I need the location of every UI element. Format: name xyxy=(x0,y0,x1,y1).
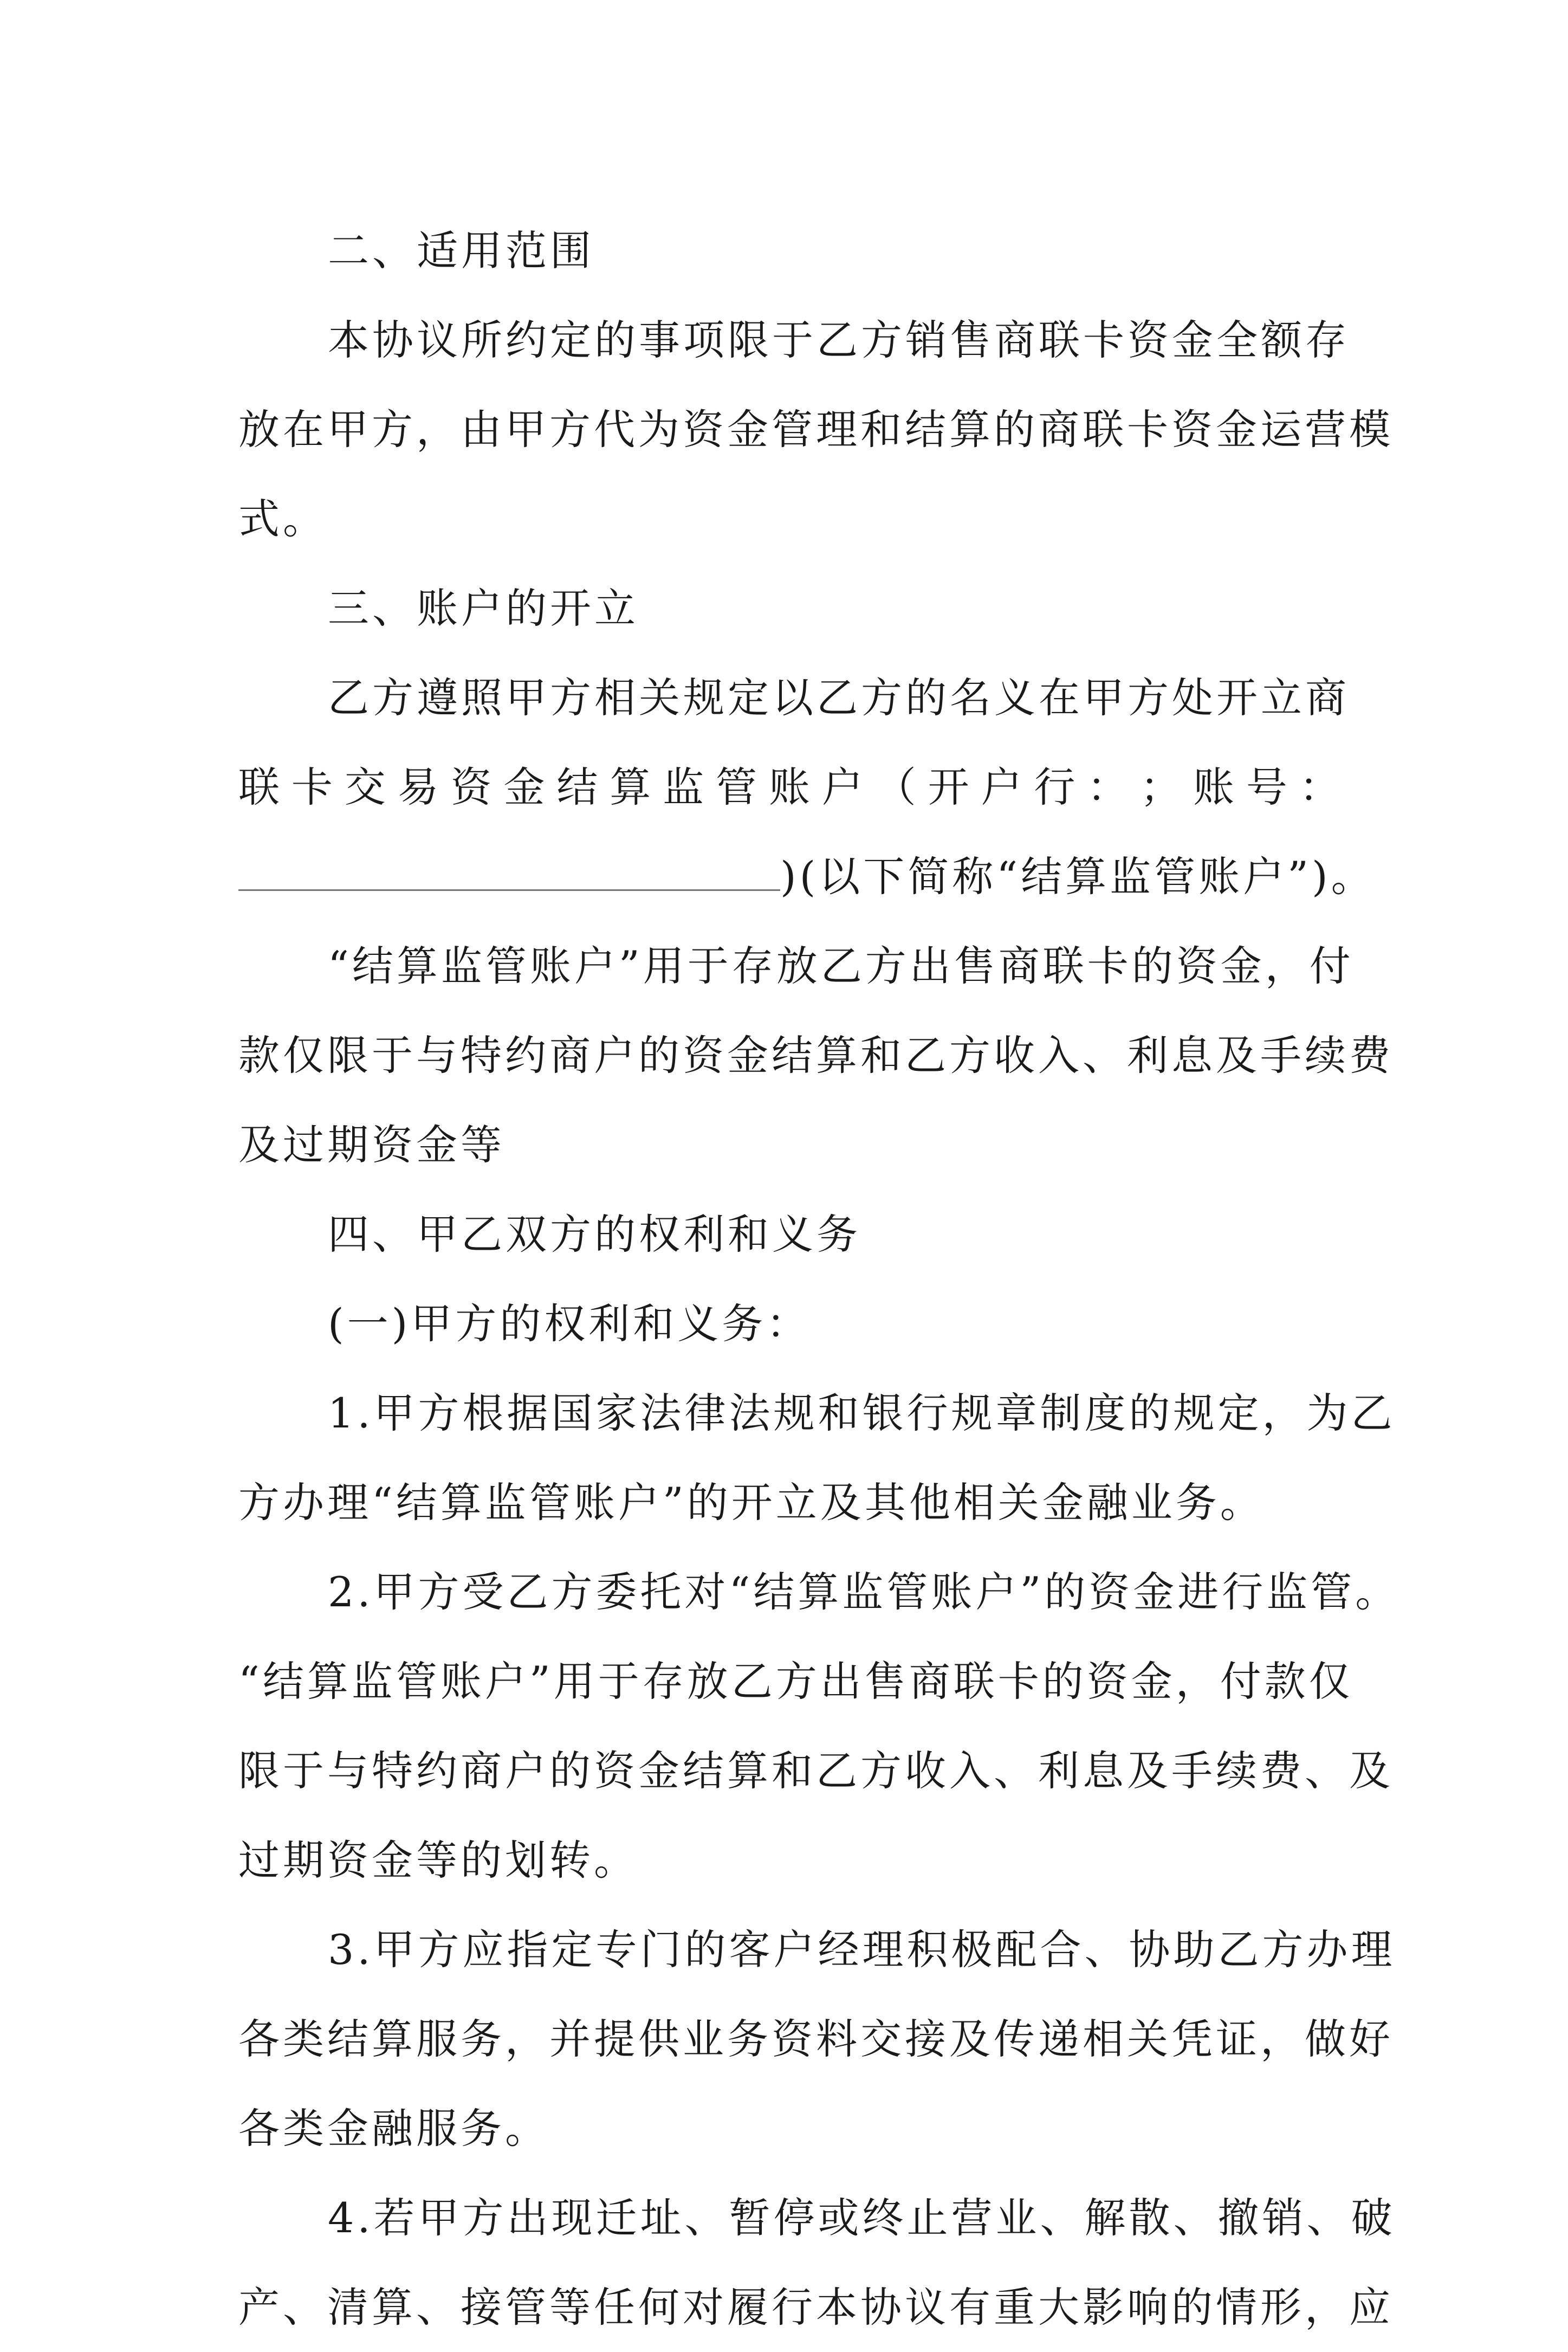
paragraph-line: 1.甲方根据国家法律法规和银行规章制度的规定，为乙 xyxy=(328,1389,1396,1437)
document-page xyxy=(238,206,1400,2352)
blank-underline xyxy=(238,851,780,891)
section-heading: 二、适用范围 xyxy=(328,227,594,275)
paragraph-line: 过期资金等的划转。 xyxy=(238,1836,638,1884)
paragraph-line: 及过期资金等 xyxy=(238,1121,505,1169)
paragraph-line: “结算监管账户”用于存放乙方出售商联卡的资金，付款仅 xyxy=(238,1657,1353,1705)
paragraph-line: 本协议所约定的事项限于乙方销售商联卡资金全额存 xyxy=(328,316,1350,364)
paragraph-line: 各类金融服务。 xyxy=(238,2104,549,2153)
paragraph-line: 3.甲方应指定专门的客户经理积极配合、协助乙方办理 xyxy=(328,1925,1396,1974)
paragraph-line-with-blank: )(以下简称“结算监管账户”)。 xyxy=(238,832,1344,921)
paragraph-line: 2.甲方受乙方委托对“结算监管账户”的资金进行监管。 xyxy=(328,1568,1400,1616)
section-heading: 四、甲乙双方的权利和义务 xyxy=(328,1210,861,1258)
paragraph-line: 乙方遵照甲方相关规定以乙方的名义在甲方处开立商 xyxy=(328,674,1350,722)
paragraph-line: 式。 xyxy=(238,495,327,543)
paragraph-line: “结算监管账户”用于存放乙方出售商联卡的资金，付 xyxy=(328,942,1354,990)
paragraph-line: 方办理“结算监管账户”的开立及其他相关金融业务。 xyxy=(238,1478,1265,1527)
paragraph-line: 限于与特约商户的资金结算和乙方收入、利息及手续费、及 xyxy=(238,1747,1394,1795)
subsection-heading: (一)甲方的权利和义务： xyxy=(328,1300,811,1348)
paragraph-line: 产、清算、接管等任何对履行本协议有重大影响的情形，应 xyxy=(238,2283,1394,2331)
paragraph-line: 各类结算服务，并提供业务资料交接及传递相关凭证，做好 xyxy=(238,2015,1394,2063)
paragraph-line: 款仅限于与特约商户的资金结算和乙方收入、利息及手续费 xyxy=(238,1031,1394,1080)
paragraph-line: 放在甲方，由甲方代为资金管理和结算的商联卡资金运营模 xyxy=(238,405,1394,454)
section-heading: 三、账户的开立 xyxy=(328,584,639,632)
paragraph-line: 4.若甲方出现迁址、暂停或终止营业、解散、撤销、破 xyxy=(328,2194,1396,2242)
paragraph-line-spaced: 联 卡 交 易 资 金 结 算 监 管 账 户 （ 开 户 行 ： ； 账 号 ： xyxy=(238,763,1344,811)
